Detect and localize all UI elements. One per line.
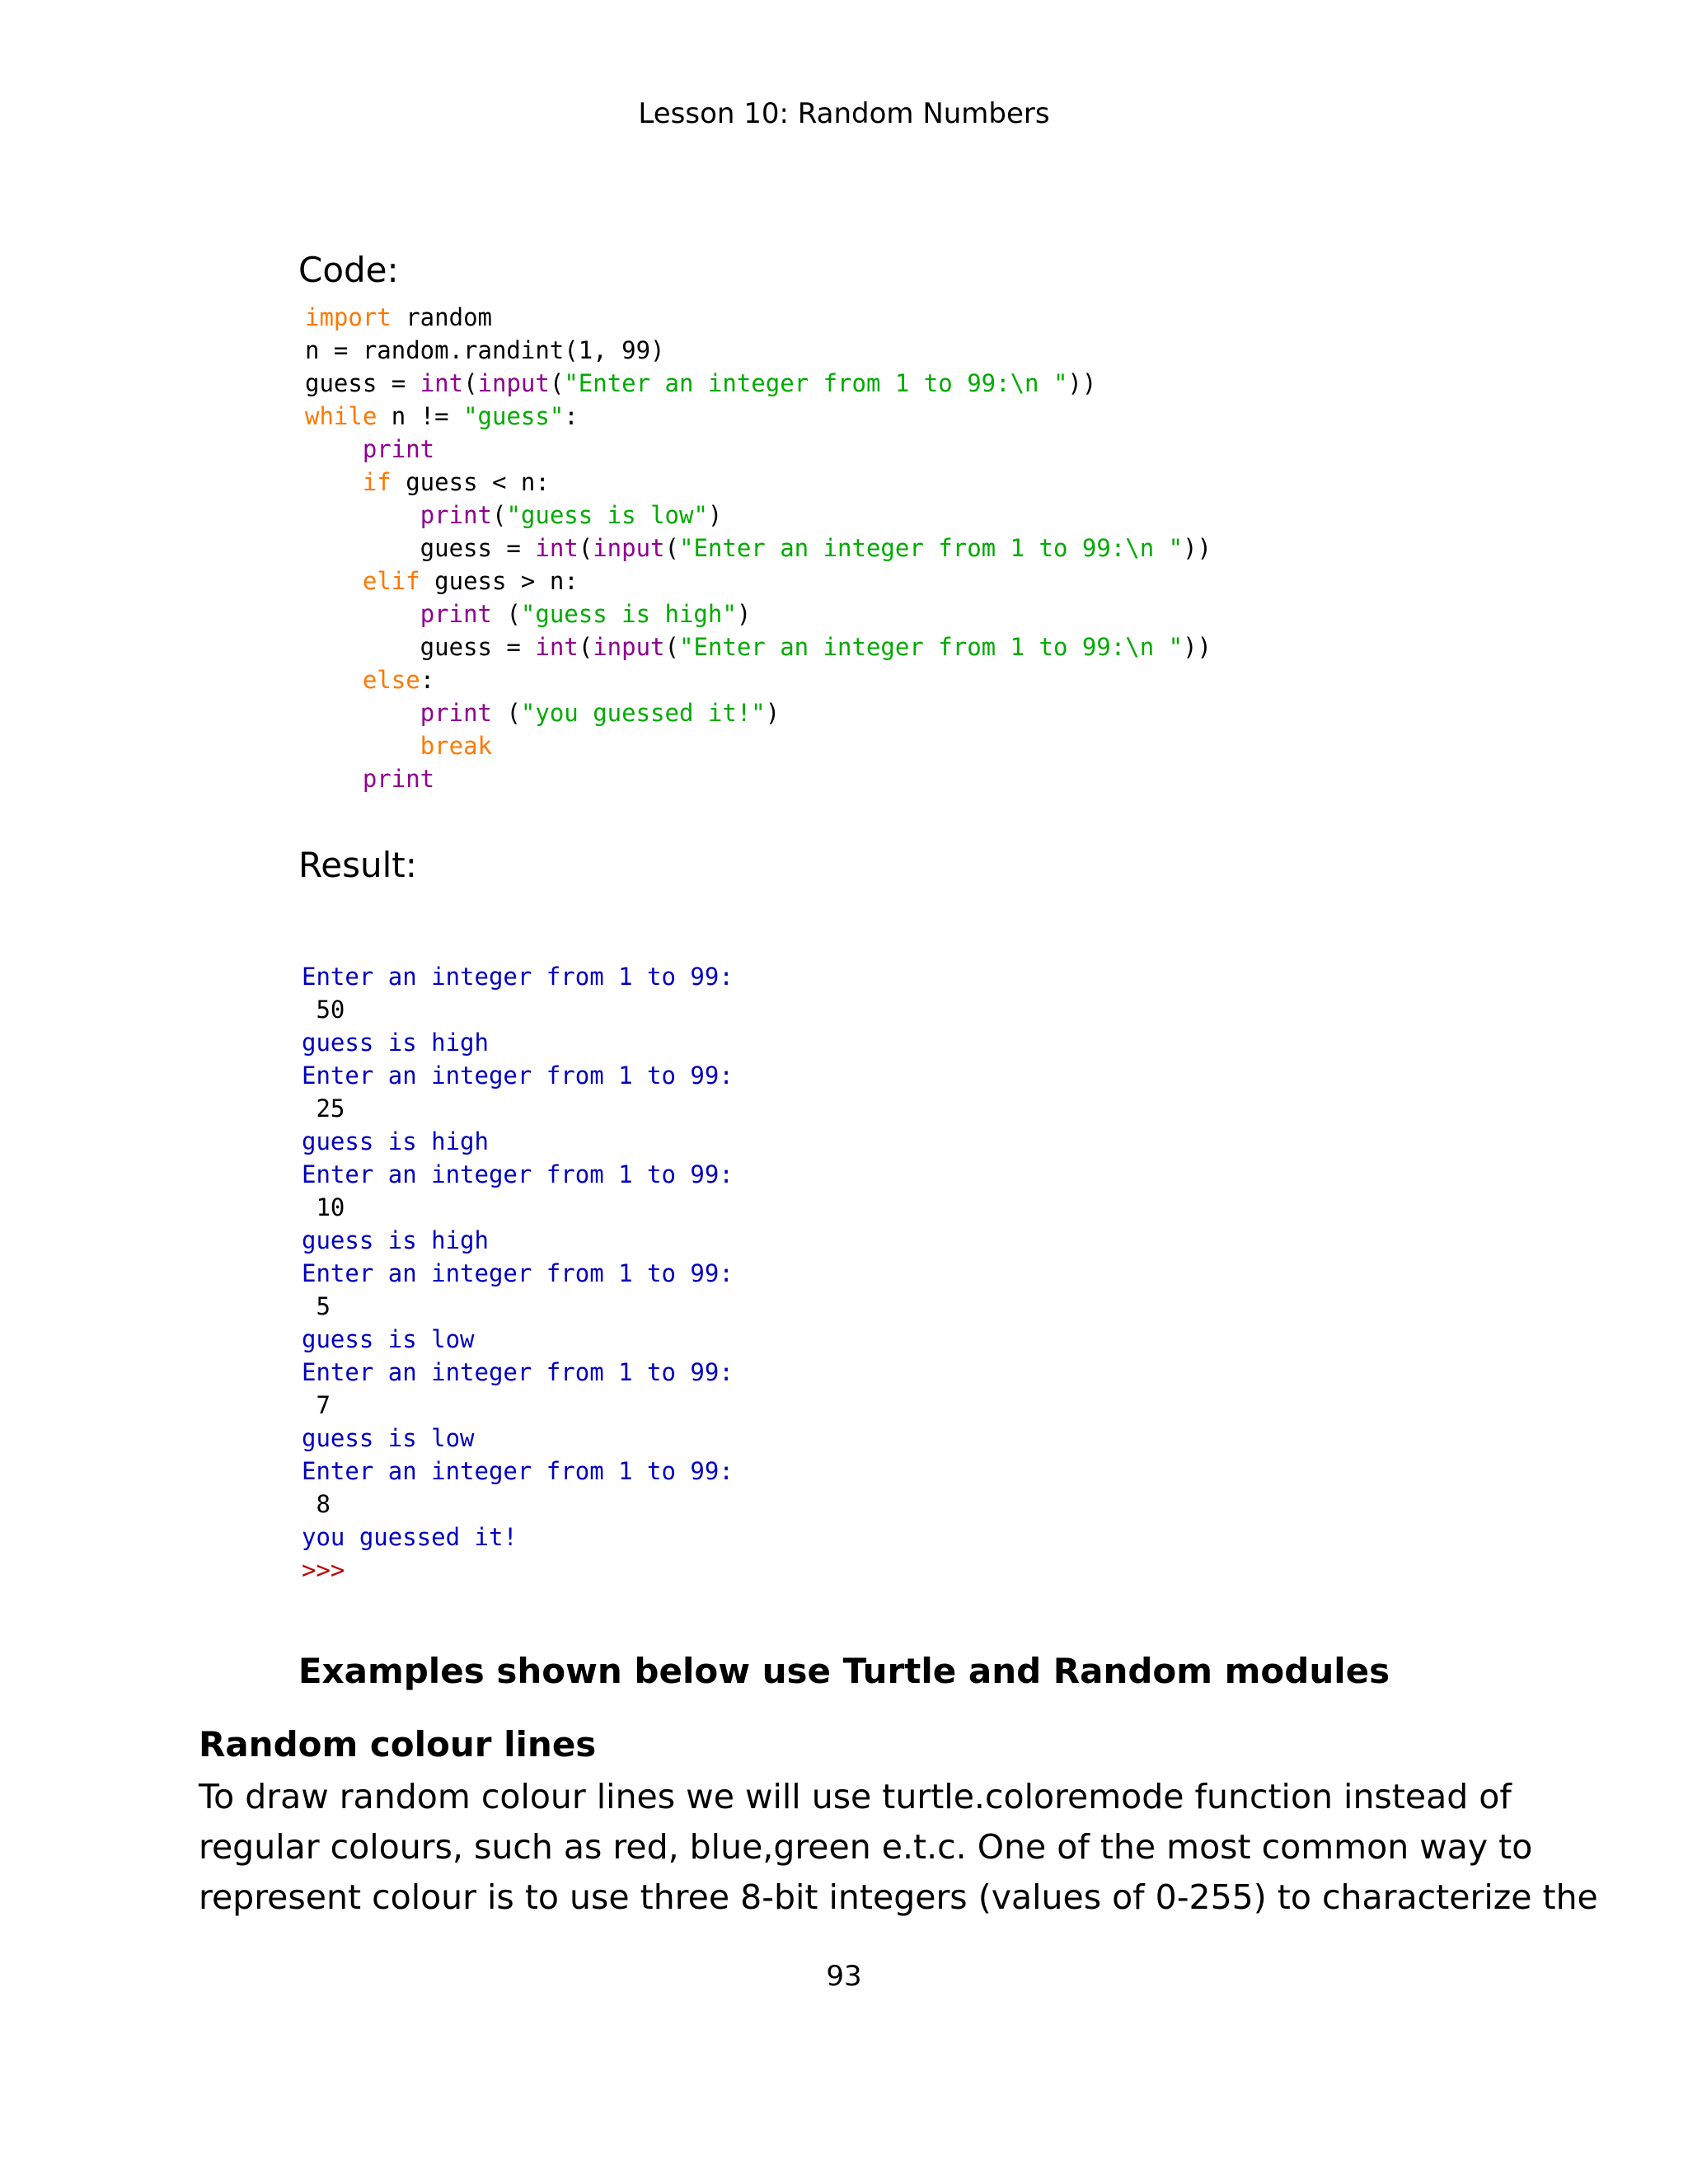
code-token: print: [362, 435, 435, 463]
code-token: "Enter an integer from 1 to 99:\n ": [564, 369, 1068, 397]
code-line: [305, 532, 1212, 565]
console-line: guess is high: [302, 1127, 489, 1155]
code-line: [305, 499, 1212, 532]
console-prompt: >>>: [302, 1556, 345, 1584]
code-token: :: [564, 402, 579, 430]
code-line: [305, 367, 1212, 400]
code-token: (: [492, 699, 521, 727]
console-line: 25: [302, 1094, 345, 1122]
code-line: [305, 762, 1212, 795]
body-line: regular colours, such as red, blue,green e.t.c. One of the most common way to: [199, 1827, 1533, 1867]
code-token: int: [420, 369, 464, 397]
code-token: "you guessed it!": [520, 699, 766, 727]
console-line: 10: [302, 1193, 345, 1221]
code-token: (: [463, 369, 478, 397]
code-token: print: [420, 699, 492, 727]
code-token: "Enter an integer from 1 to 99:\n ": [679, 633, 1184, 661]
subsection-title: Random colour lines: [199, 1724, 597, 1765]
code-line: [305, 334, 1212, 367]
console-output: [302, 960, 734, 1586]
result-label: Result:: [298, 845, 417, 885]
code-token: [305, 501, 420, 529]
code-token: guess =: [305, 534, 536, 562]
console-line: Enter an integer from 1 to 99:: [302, 1457, 734, 1485]
code-token: [305, 732, 420, 760]
code-line: [305, 598, 1212, 630]
code-token: ): [765, 699, 781, 727]
code-token: )): [1067, 369, 1097, 397]
console-line: guess is high: [302, 1029, 489, 1057]
code-token: print: [420, 501, 492, 529]
code-token: print: [362, 765, 435, 793]
code-token: int: [535, 534, 579, 562]
console-line: 7: [302, 1391, 331, 1419]
console-line: 8: [302, 1490, 331, 1518]
code-token: (: [549, 369, 565, 397]
code-token: (: [492, 600, 521, 628]
code-token: else: [362, 666, 420, 694]
code-line: [305, 565, 1212, 598]
console-line: Enter an integer from 1 to 99:: [302, 963, 734, 991]
page-header: Lesson 10: Random Numbers: [638, 97, 1050, 130]
code-line: [305, 729, 1212, 762]
examples-heading: Examples shown below use Turtle and Random modules: [298, 1651, 1390, 1691]
code-token: guess > n:: [420, 567, 579, 595]
code-token: if: [362, 468, 392, 496]
code-line: [305, 301, 1212, 334]
code-line: [305, 696, 1212, 729]
code-token: [305, 600, 420, 628]
code-token: random: [391, 303, 492, 331]
code-token: guess =: [305, 633, 536, 661]
code-line: [305, 400, 1212, 433]
code-label: Code:: [298, 250, 399, 290]
code-token: guess < n:: [391, 468, 550, 496]
code-token: "Enter an integer from 1 to 99:\n ": [679, 534, 1184, 562]
code-token: )): [1183, 534, 1212, 562]
code-token: print: [420, 600, 492, 628]
code-token: (: [664, 633, 679, 661]
code-token: input: [593, 633, 665, 661]
code-line: [305, 630, 1212, 663]
code-token: input: [593, 534, 665, 562]
code-block: [305, 301, 1212, 795]
code-token: ): [736, 600, 752, 628]
body-paragraph: [199, 1772, 1598, 1923]
code-token: (: [578, 534, 593, 562]
code-token: int: [535, 633, 579, 661]
code-token: [305, 666, 363, 694]
code-token: [305, 699, 420, 727]
body-line: To draw random colour lines we will use turtle.coloremode function instead of: [199, 1777, 1512, 1816]
code-token: )): [1183, 633, 1212, 661]
console-line: Enter an integer from 1 to 99:: [302, 1160, 734, 1188]
code-line: [305, 663, 1212, 696]
code-token: [305, 567, 363, 595]
code-token: guess =: [305, 369, 420, 397]
code-token: import: [305, 303, 392, 331]
code-token: n !=: [377, 402, 464, 430]
code-token: (: [492, 501, 507, 529]
code-token: "guess": [463, 402, 565, 430]
code-token: (: [664, 534, 679, 562]
code-token: [305, 468, 363, 496]
console-line: you guessed it!: [302, 1523, 518, 1551]
code-token: :: [420, 666, 435, 694]
code-token: [305, 765, 363, 793]
console-line: 50: [302, 996, 345, 1024]
code-token: n = random.randint(1, 99): [305, 336, 665, 364]
code-token: "guess is low": [506, 501, 708, 529]
console-line: guess is low: [302, 1424, 475, 1452]
code-line: [305, 433, 1212, 466]
code-token: while: [305, 402, 377, 430]
body-line: represent colour is to use three 8-bit integers (values of 0-255) to characterize the: [199, 1877, 1598, 1917]
console-line: 5: [302, 1292, 331, 1320]
code-token: [305, 435, 363, 463]
console-line: guess is low: [302, 1325, 475, 1353]
code-token: break: [420, 732, 492, 760]
code-token: (: [578, 633, 593, 661]
code-token: elif: [362, 567, 420, 595]
console-line: guess is high: [302, 1226, 489, 1254]
code-line: [305, 466, 1212, 499]
code-token: ): [707, 501, 723, 529]
code-token: input: [477, 369, 550, 397]
console-line: Enter an integer from 1 to 99:: [302, 1259, 734, 1287]
console-line: Enter an integer from 1 to 99:: [302, 1358, 734, 1386]
page-number: 93: [826, 1960, 862, 1993]
console-line: Enter an integer from 1 to 99:: [302, 1062, 734, 1090]
code-token: "guess is high": [520, 600, 737, 628]
